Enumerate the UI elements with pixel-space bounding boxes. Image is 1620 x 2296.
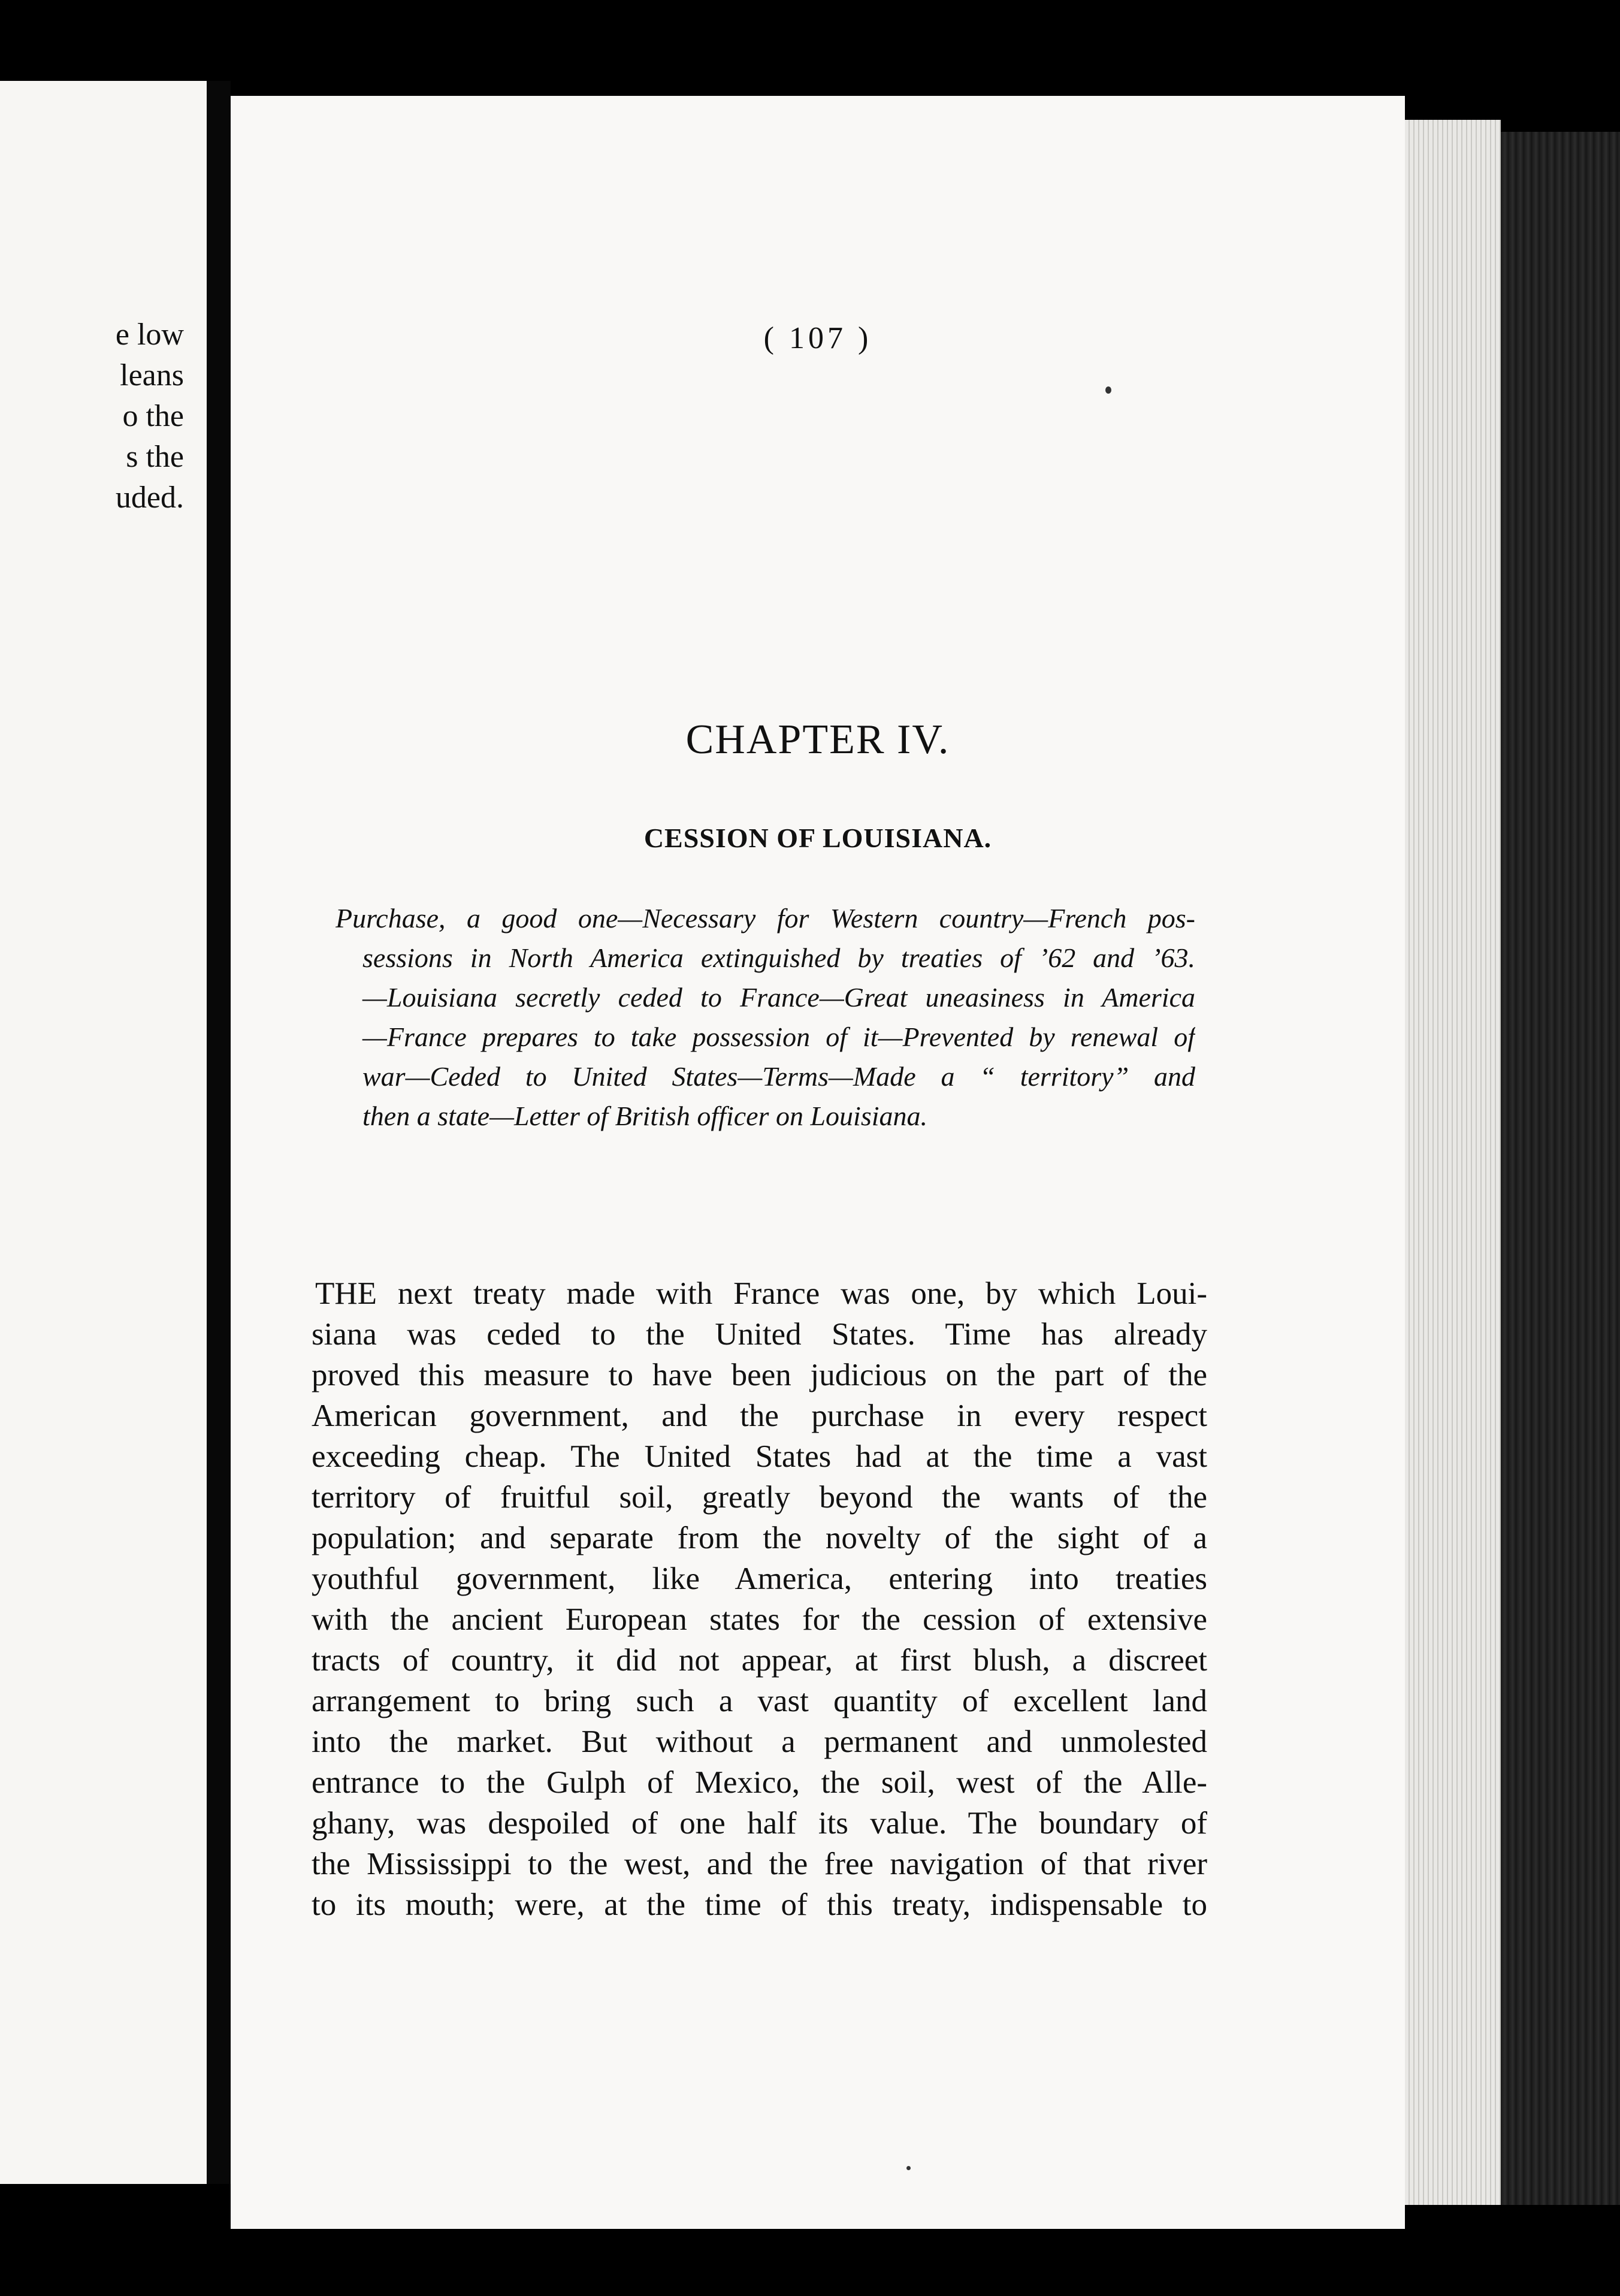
synopsis-line: Purchase, a good one—Necessary for Western country—French pos- bbox=[336, 903, 1195, 933]
book-gutter bbox=[207, 81, 231, 2184]
body-line: territory of fruitful soil, greatly beyond the wants of the bbox=[312, 1480, 1207, 1515]
body-line: youthful government, like America, entering into treaties bbox=[312, 1561, 1207, 1596]
left-page-fragment bbox=[0, 81, 207, 2184]
body-line: American government, and the purchase in every respect bbox=[312, 1398, 1207, 1433]
left-page-line: uded. bbox=[115, 481, 184, 515]
left-page-line: leans bbox=[120, 358, 184, 392]
ink-speck bbox=[906, 2166, 911, 2170]
synopsis-line: war—Ceded to United States—Terms—Made a “ territory” and bbox=[362, 1061, 1195, 1092]
body-line: tracts of country, it did not appear, at first blush, a discreet bbox=[312, 1643, 1207, 1678]
chapter-title: CHAPTER IV. bbox=[685, 717, 950, 763]
left-page-line: s the bbox=[126, 440, 184, 474]
synopsis-line: —Louisiana secretly ceded to France—Great uneasiness in America bbox=[362, 982, 1195, 1013]
page-stack-edge bbox=[1405, 120, 1501, 2205]
book-page bbox=[231, 96, 1405, 2229]
synopsis-line: then a state—Letter of British officer on Louisiana. bbox=[362, 1101, 927, 1131]
left-page-line: o the bbox=[122, 399, 184, 433]
book-binding bbox=[1501, 132, 1620, 2205]
body-line: with the ancient European states for the cession of extensive bbox=[312, 1602, 1207, 1637]
chapter-subtitle: CESSION OF LOUISIANA. bbox=[643, 823, 992, 853]
body-line: to its mouth; were, at the time of this treaty, indispensable to bbox=[312, 1887, 1207, 1922]
left-page-text bbox=[116, 315, 184, 518]
synopsis-line: sessions in North America extinguished by treaties of ’62 and ’63. bbox=[362, 942, 1195, 973]
chapter-synopsis bbox=[336, 899, 1195, 1136]
body-line: siana was ceded to the United States. Time has already bbox=[312, 1317, 1207, 1352]
page-number: ( 107 ) bbox=[763, 321, 872, 355]
body-line: proved this measure to have been judicious on the part of the bbox=[312, 1358, 1207, 1392]
body-line: the Mississippi to the west, and the free navigation of that river bbox=[312, 1847, 1207, 1881]
body-line: THE next treaty made with France was one, by which Loui- bbox=[315, 1276, 1207, 1311]
body-line: ghany, was despoiled of one half its value. The boundary of bbox=[312, 1806, 1207, 1841]
synopsis-line: —France prepares to take possession of it—Prevented by renewal of bbox=[362, 1022, 1195, 1052]
left-page-line: e low bbox=[115, 318, 184, 352]
body-line: population; and separate from the novelty of the sight of a bbox=[312, 1521, 1207, 1555]
body-line: arrangement to bring such a vast quantity of excellent land bbox=[312, 1684, 1207, 1718]
body-line: into the market. But without a permanent and unmolested bbox=[312, 1724, 1207, 1759]
body-line: entrance to the Gulph of Mexico, the soil, west of the Alle- bbox=[312, 1765, 1207, 1800]
body-paragraph bbox=[312, 1273, 1207, 1925]
body-line: exceeding cheap. The United States had at the time a vast bbox=[312, 1439, 1207, 1474]
ink-speck bbox=[1105, 386, 1111, 394]
